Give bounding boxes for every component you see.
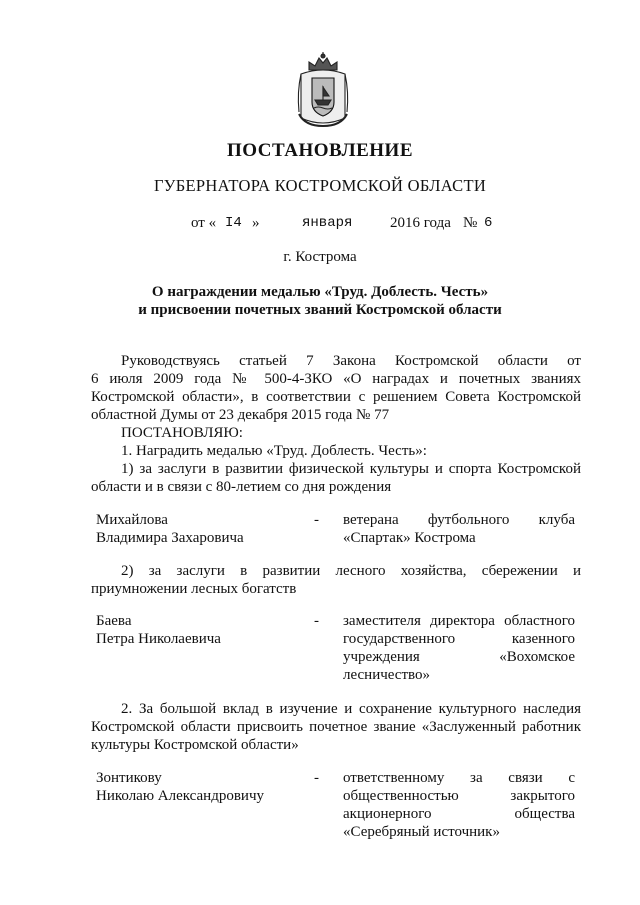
description-line: заместителя директора областного [343, 613, 575, 629]
awardee-2-name [96, 612, 221, 648]
description-line: ответственному за связи с [343, 770, 575, 786]
preamble-line-2: 6 июля 2009 года № 500-4-ЗКО «О наградах и почетных званиях [91, 371, 581, 387]
awardee-surname: Баева [96, 613, 132, 629]
preamble-line-1: Руководствуясь статьей 7 Закона Костромской области от [121, 353, 581, 369]
awardee-2-dash: - [314, 613, 319, 629]
item-1-sub-2-line-1: 2) за заслуги в развитии лесного хозяйства, сбережении и [121, 563, 581, 579]
awardee-given-name: Владимира Захаровича [96, 530, 244, 546]
kostroma-coat-of-arms-icon [295, 52, 351, 130]
item-1-text: 1. Наградить медалью «Труд. Доблесть. Честь»: [121, 443, 427, 459]
description-line: учреждения «Вохомское [343, 649, 575, 665]
description-line: акционерного общества [343, 806, 575, 822]
awardee-surname: Зонтикову [96, 770, 162, 786]
date-month: января [302, 215, 353, 231]
awardee-given-name: Петра Николаевича [96, 631, 221, 647]
city-line: г. Кострома [283, 249, 357, 265]
awardee-surname: Михайлова [96, 512, 168, 528]
date-year: 2016 года [390, 215, 451, 231]
description-line: ветерана футбольного клуба [343, 512, 575, 528]
document-title: ПОСТАНОВЛЕНИЕ [226, 140, 414, 161]
description-line: государственного казенного [343, 631, 575, 647]
description-line: общественностью закрытого [343, 788, 575, 804]
date-day-suffix: » [252, 215, 260, 231]
awardee-1-description [343, 511, 575, 547]
decree-number: 6 [484, 215, 493, 231]
description-line: «Серебряный источник» [343, 824, 500, 840]
item-1-sub-1-line-1: 1) за заслуги в развитии физической культуры и спорта Костромской [121, 461, 581, 477]
awardee-2-description [343, 612, 575, 684]
item-2-line-1: 2. За большой вклад в изучение и сохранение культурного наследия [121, 701, 581, 717]
decree-heading [0, 283, 640, 319]
item-2-line-2: Костромской области присвоить почетное звание «Заслуженный работник [91, 719, 581, 735]
date-day: I4 [225, 215, 242, 231]
item-1-sub-1-line-2: области и в связи с 80-летием со дня рождения [91, 479, 392, 495]
decree-word: ПОСТАНОВЛЯЮ: [121, 425, 243, 441]
document-issuer: ГУБЕРНАТОРА КОСТРОМСКОЙ ОБЛАСТИ [153, 176, 487, 195]
preamble-line-4: областной Думы от 23 декабря 2015 года № 77 [91, 407, 390, 423]
item-2-line-3: культуры Костромской области» [91, 737, 299, 753]
heading-line-1: О награждении медалью «Труд. Доблесть. Честь» [151, 284, 489, 300]
awardee-3-dash: - [314, 770, 319, 786]
awardee-3-description [343, 769, 575, 841]
preamble-line-3: Костромской области», в соответствии с решением Совета Костромской [91, 389, 581, 405]
awardee-1-dash: - [314, 512, 319, 528]
awardee-given-name: Николаю Александровичу [96, 788, 264, 804]
description-line: лесничество» [343, 667, 430, 683]
description-line: «Спартак» Кострома [343, 530, 476, 546]
awardee-3-name [96, 769, 264, 805]
date-prefix: от « [191, 215, 217, 231]
awardee-1-name [96, 511, 244, 547]
heading-line-2: и присвоении почетных званий Костромской области [138, 302, 502, 318]
item-1-sub-2-line-2: приумножении лесных богатств [91, 581, 297, 597]
number-sign: № [463, 215, 478, 231]
